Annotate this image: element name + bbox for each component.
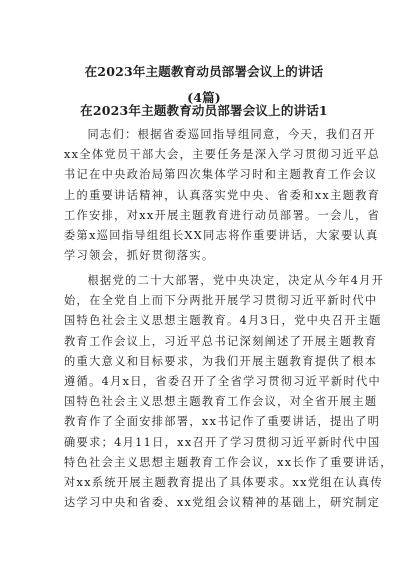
paragraph-line: 教育工作会议上，习近平总书记深刻阐述了开展主题教育 [64, 334, 378, 348]
document-title: 在2023年主题教育动员部署会议上的讲话 [84, 64, 324, 79]
paragraph-line: 特色社会主义思想主题教育工作会议，xx长作了重要讲话， [64, 455, 393, 469]
paragraph-line: 教育作了全面安排部署，xx书记作了重要讲话，提出了明 [64, 415, 381, 429]
paragraph-1 [64, 125, 381, 266]
paragraph-line: 国特色社会主义思想主题教育工作会议，对全省开展主题 [64, 395, 378, 409]
paragraph-2 [64, 271, 393, 513]
paragraph-line: 对xx系统开展主题教育提出了具体要求。xx党组在认真传 [64, 476, 384, 490]
paragraph-line: 书记在中央政治局第四次集体学习时和主题教育工作会议 [64, 168, 378, 182]
document-count-label: (4篇) [187, 90, 221, 105]
paragraph-line: 上的重要讲话精神，认真落实党中央、省委和xx主题教育 [64, 188, 381, 202]
paragraph-line: 始，在全党自上而下分两批开展学习贯彻习近平新时代中 [64, 294, 378, 308]
paragraph-line: 根据党的二十大部署，党中央决定，决定从今年4月开 [87, 274, 385, 287]
paragraph-line: 的重大意义和目标要求，为我们开展主题教育提供了根本 [64, 354, 378, 368]
paragraph-line: 学习领会，抓好贯彻落实。 [64, 249, 215, 263]
section-subtitle: 在2023年主题教育动员部署会议上的讲话1 [80, 103, 328, 118]
paragraph-line: 确要求；4月11日，xx召开了学习贯彻习近平新时代中国 [64, 435, 381, 449]
paragraph-line: 国特色社会主义思想主题教育。4月3日，党中央召开主题 [64, 314, 382, 328]
paragraph-line: 同志们：根据省委巡回指导组同意，今天，我们召开 [87, 128, 376, 141]
paragraph-line: 达学习中央和省委、xx党组会议精神的基础上，研究制定 [64, 496, 381, 510]
paragraph-line: 遵循。4月x日，省委召开了全省学习贯彻习近平新时代中 [64, 375, 382, 389]
paragraph-line: xx全体党员干部大会，主要任务是深入学习贯彻习近平总 [64, 148, 381, 162]
paragraph-line: 工作安排，对xx开展主题教育进行动员部署。一会儿，省 [64, 208, 381, 222]
paragraph-line: 委第x巡回指导组组长XX同志将作重要讲话，大家要认真 [64, 229, 379, 243]
